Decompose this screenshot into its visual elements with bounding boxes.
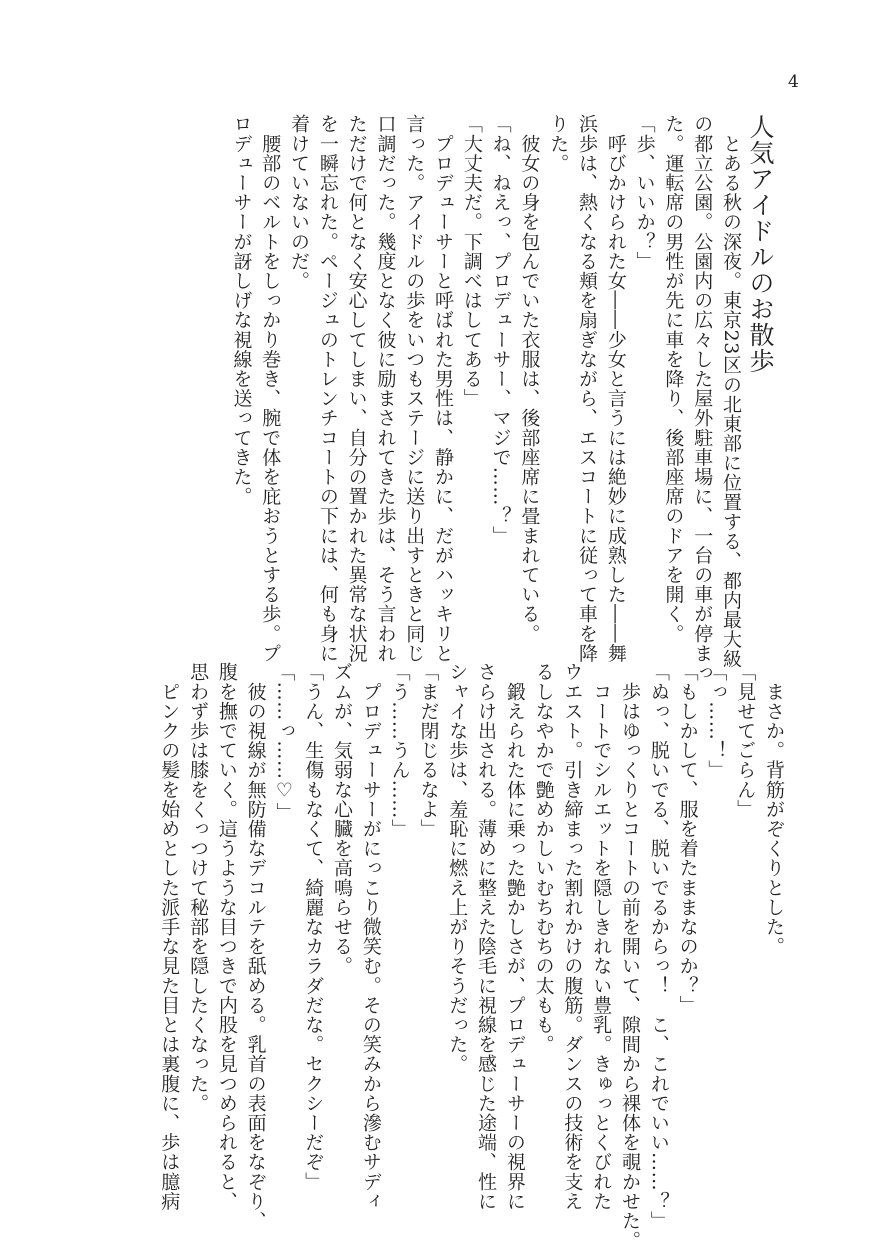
text-line: 「大丈夫だ。下調べはしてある」: [460, 114, 483, 408]
text-line: 鍛えられた体に乗った艶かしさが、プロデューサーの視界に: [503, 662, 526, 1211]
text-line: さらけ出される。薄めに整えた陰毛に視線を感じた途端、性に: [475, 662, 498, 1211]
text-line: 浜歩は、熱くなる頬を扇ぎながら、エスコートに従って車を降: [576, 114, 599, 663]
text-line: 「う……うん……」: [388, 662, 411, 839]
text-line: 「ぬっ、脱いでる、脱いでるからっ！ こ、これでいい……？」: [647, 662, 670, 1231]
text-line: ピンクの髪を始めとした派手な見た目とは裏腹に、歩は臆病: [158, 662, 181, 1211]
text-line: た。運転席の男性が先に車を降り、後部座席のドアを開く。: [662, 114, 685, 644]
page-number: 4: [788, 72, 799, 92]
text-block-bottom: [154, 662, 788, 1250]
chapter-title: 人気アイドルのお散歩: [746, 114, 775, 374]
text-line: の都立公園。公園内の広々した屋外駐車場に、一台の車が停まっ: [691, 114, 714, 683]
text-line: プロデューサーがにっこり微笑む。その笑みから滲むサディ: [359, 662, 382, 1211]
text-line: 着けていないのだ。: [288, 114, 311, 291]
text-line: シャイな歩は、羞恥に燃え上がりそうだった。: [446, 662, 469, 1074]
text-line: 言った。アイドルの歩をいつもステージに送り出すときと同じ: [403, 114, 426, 663]
text-line: とある秋の深夜。東京23区の北東部に位置する、都内最大級: [720, 114, 742, 669]
text-line: ウエスト。引き締まった割れかけの腹筋。ダンスの技術を支え: [561, 662, 584, 1211]
text-line: 彼女の身を包んでいた衣服は、後部座席に畳まれている。: [518, 114, 541, 644]
text-line: コートでシルエットを隠しきれない豊乳。きゅっとくびれた: [590, 662, 613, 1211]
text-line: ただけで何となく安心してしまい、自分の置かれた異常な状況: [345, 114, 368, 663]
text-line: 「見せてごらん」: [734, 662, 757, 819]
text-line: 「まだ閉じるなよ」: [417, 662, 440, 839]
text-line: 歩はゆっくりとコートの前を開いて、隙間から裸体を覗かせた。: [619, 662, 642, 1250]
text-line: 腰部のベルトをしっかり巻き、腕で体を庇おうとする歩。プ: [259, 114, 282, 663]
text-line: 「っ……！」: [705, 662, 728, 780]
text-block-top: [227, 114, 775, 683]
text-line: 口調だった。幾度となく彼に励まされてきた歩は、そう言われ: [374, 114, 397, 663]
text-line: 「もしかして、服を着たままなのか？」: [676, 662, 699, 1015]
text-line: 「……っ……♡」: [273, 662, 296, 822]
text-line: ロデューサーが訝しげな視線を送ってきた。: [230, 114, 253, 506]
text-line: を一瞬忘れた。ページュのトレンチコートの下には、何も身に: [316, 114, 339, 663]
text-line: 「うん、生傷もなくて、綺麗なカラダだな。セクシーだぞ」: [302, 662, 325, 1192]
text-line: まさか。背筋がぞくりとした。: [763, 662, 785, 956]
text-line: りた。: [547, 114, 570, 173]
text-line: 呼びかけられた女――少女と言うには絶妙に成熟した――舞: [604, 114, 627, 663]
text-line: 「ね、ねえっ、プロデューサー、マジで……？」: [489, 114, 512, 546]
text-line: るしなやかで艶めかしいむちむちの太もも。: [532, 662, 555, 1054]
text-line: プロデューサーと呼ばれた男性は、静かに、だがハッキリと: [432, 114, 455, 663]
text-line: 腹を撫でていく。這うような目つきで内股を見つめられると、: [215, 662, 238, 1211]
text-line: 思わず歩は膝をくっつけて秘部を隠したくなった。: [187, 662, 210, 1113]
text-line: 「歩、いいか？」: [633, 114, 656, 271]
text-line: ズムが、気弱な心臓を高鳴らせる。: [331, 662, 354, 976]
text-line: 彼の視線が無防備なデコルテを舐める。乳首の表面をなぞり、: [244, 662, 267, 1231]
